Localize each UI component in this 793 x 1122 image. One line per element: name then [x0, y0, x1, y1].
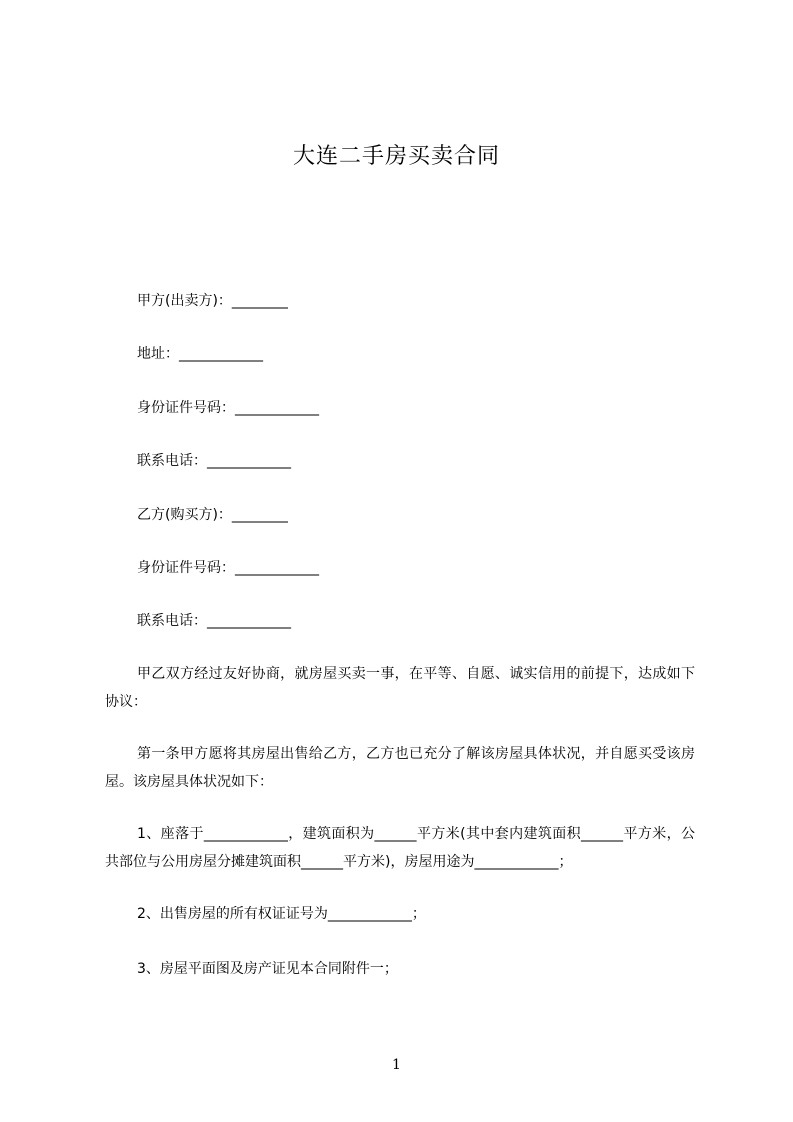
seller-id-field: 身份证件号码：____________	[137, 400, 319, 416]
agreement-intro-paragraph: 甲乙双方经过友好协商，就房屋买卖一事，在平等、自愿、诚实信用的前提下，达成如下协议：	[105, 666, 695, 710]
property-certificate-paragraph: 2、出售房屋的所有权证证号为____________；	[137, 906, 426, 922]
article-one-paragraph: 第一条甲方愿将其房屋出售给乙方，乙方也已充分了解该房屋具体状况，并自愿买受该房屋。该房屋具体状况如下：	[105, 746, 695, 790]
buyer-id-field: 身份证件号码：____________	[137, 560, 319, 576]
page-number: 1	[392, 1057, 401, 1073]
seller-phone-field: 联系电话：____________	[137, 453, 291, 469]
seller-name-field: 甲方(出卖方)：________	[137, 293, 288, 309]
document-title: 大连二手房买卖合同	[292, 144, 500, 169]
property-location-paragraph: 1、座落于____________，建筑面积为______平方米(其中套内建筑面积______平方米，公共部位与公用房屋分摊建筑面积______平方米)，房屋用途为____________；	[105, 826, 695, 870]
seller-address-field: 地址：____________	[137, 346, 263, 362]
buyer-phone-field: 联系电话：____________	[137, 613, 291, 629]
buyer-name-field: 乙方(购买方)：________	[137, 507, 288, 523]
property-attachment-paragraph: 3、房屋平面图及房产证见本合同附件一；	[137, 961, 398, 977]
